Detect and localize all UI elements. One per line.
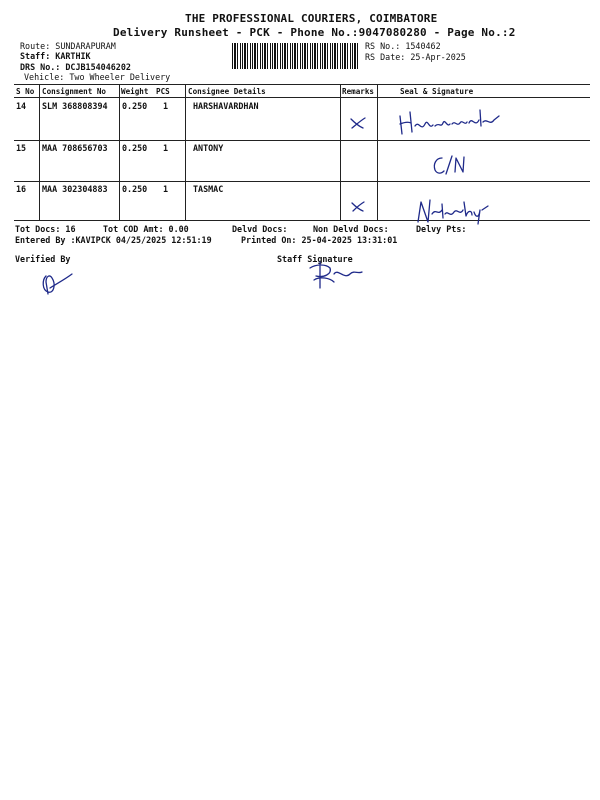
handwritten-cn-note: [430, 152, 470, 180]
col-header-consignee: Consignee Details: [188, 87, 266, 96]
drs-number: DRS No.: DCJB154046202: [20, 62, 131, 72]
row-weight: 0.250: [122, 101, 148, 111]
delivery-points: Delvy Pts:: [416, 224, 467, 234]
row-sno: 16: [16, 184, 27, 194]
route-label: Route: SUNDARAPURAM: [20, 41, 116, 51]
verified-by-label: Verified By: [15, 254, 71, 264]
verifier-signature: [38, 266, 78, 298]
company-title: THE PROFESSIONAL COURIERS, COIMBATORE: [185, 12, 438, 25]
col-header-remarks: Remarks: [342, 87, 375, 96]
entered-by: Entered By :KAVIPCK 04/25/2025 12:51:19: [15, 235, 212, 245]
total-cod-amount: Tot COD Amt: 0.00: [103, 224, 189, 234]
handwritten-signature: [412, 196, 492, 226]
staff-signature: [300, 258, 364, 292]
printed-on: Printed On: 25-04-2025 13:31:01: [241, 235, 398, 245]
rs-number: RS No.: 1540462: [365, 41, 441, 51]
row-consignee: HARSHAVARDHAN: [193, 101, 259, 111]
row-consignment: SLM 368808394: [42, 101, 108, 111]
remark-tick-mark: [349, 200, 367, 214]
staff-label: Staff: KARTHIK: [20, 51, 91, 61]
row-sno: 14: [16, 101, 27, 111]
row-pcs: 1: [163, 143, 169, 153]
row-consignee: TASMAC: [193, 184, 224, 194]
row-sno: 15: [16, 143, 27, 153]
remark-tick-mark: [348, 115, 368, 131]
non-delivered-docs: Non Delvd Docs:: [313, 224, 389, 234]
row-pcs: 1: [163, 184, 169, 194]
rs-date: RS Date: 25-Apr-2025: [365, 52, 466, 62]
col-header-consignment: Consignment No: [42, 87, 107, 96]
row-consignee: ANTONY: [193, 143, 224, 153]
barcode-image: [232, 43, 358, 69]
vehicle-label: Vehicle: Two Wheeler Delivery: [24, 72, 171, 82]
row-pcs: 1: [163, 101, 169, 111]
staff-signature-label: Staff Signature: [277, 254, 353, 264]
row-consignment: MAA 302304883: [42, 184, 108, 194]
col-header-weight: Weight: [121, 87, 149, 96]
col-header-sno: S No: [16, 87, 35, 96]
row-weight: 0.250: [122, 143, 148, 153]
col-header-pcs: PCS: [156, 87, 170, 96]
runsheet-subtitle: Delivery Runsheet - PCK - Phone No.:9047080280 - Page No.:2: [113, 26, 516, 39]
delivered-docs: Delvd Docs:: [232, 224, 288, 234]
row-weight: 0.250: [122, 184, 148, 194]
col-header-seal-signature: Seal & Signature: [400, 87, 474, 96]
total-docs: Tot Docs: 16: [15, 224, 76, 234]
row-consignment: MAA 708656703: [42, 143, 108, 153]
handwritten-signature: [395, 104, 505, 138]
